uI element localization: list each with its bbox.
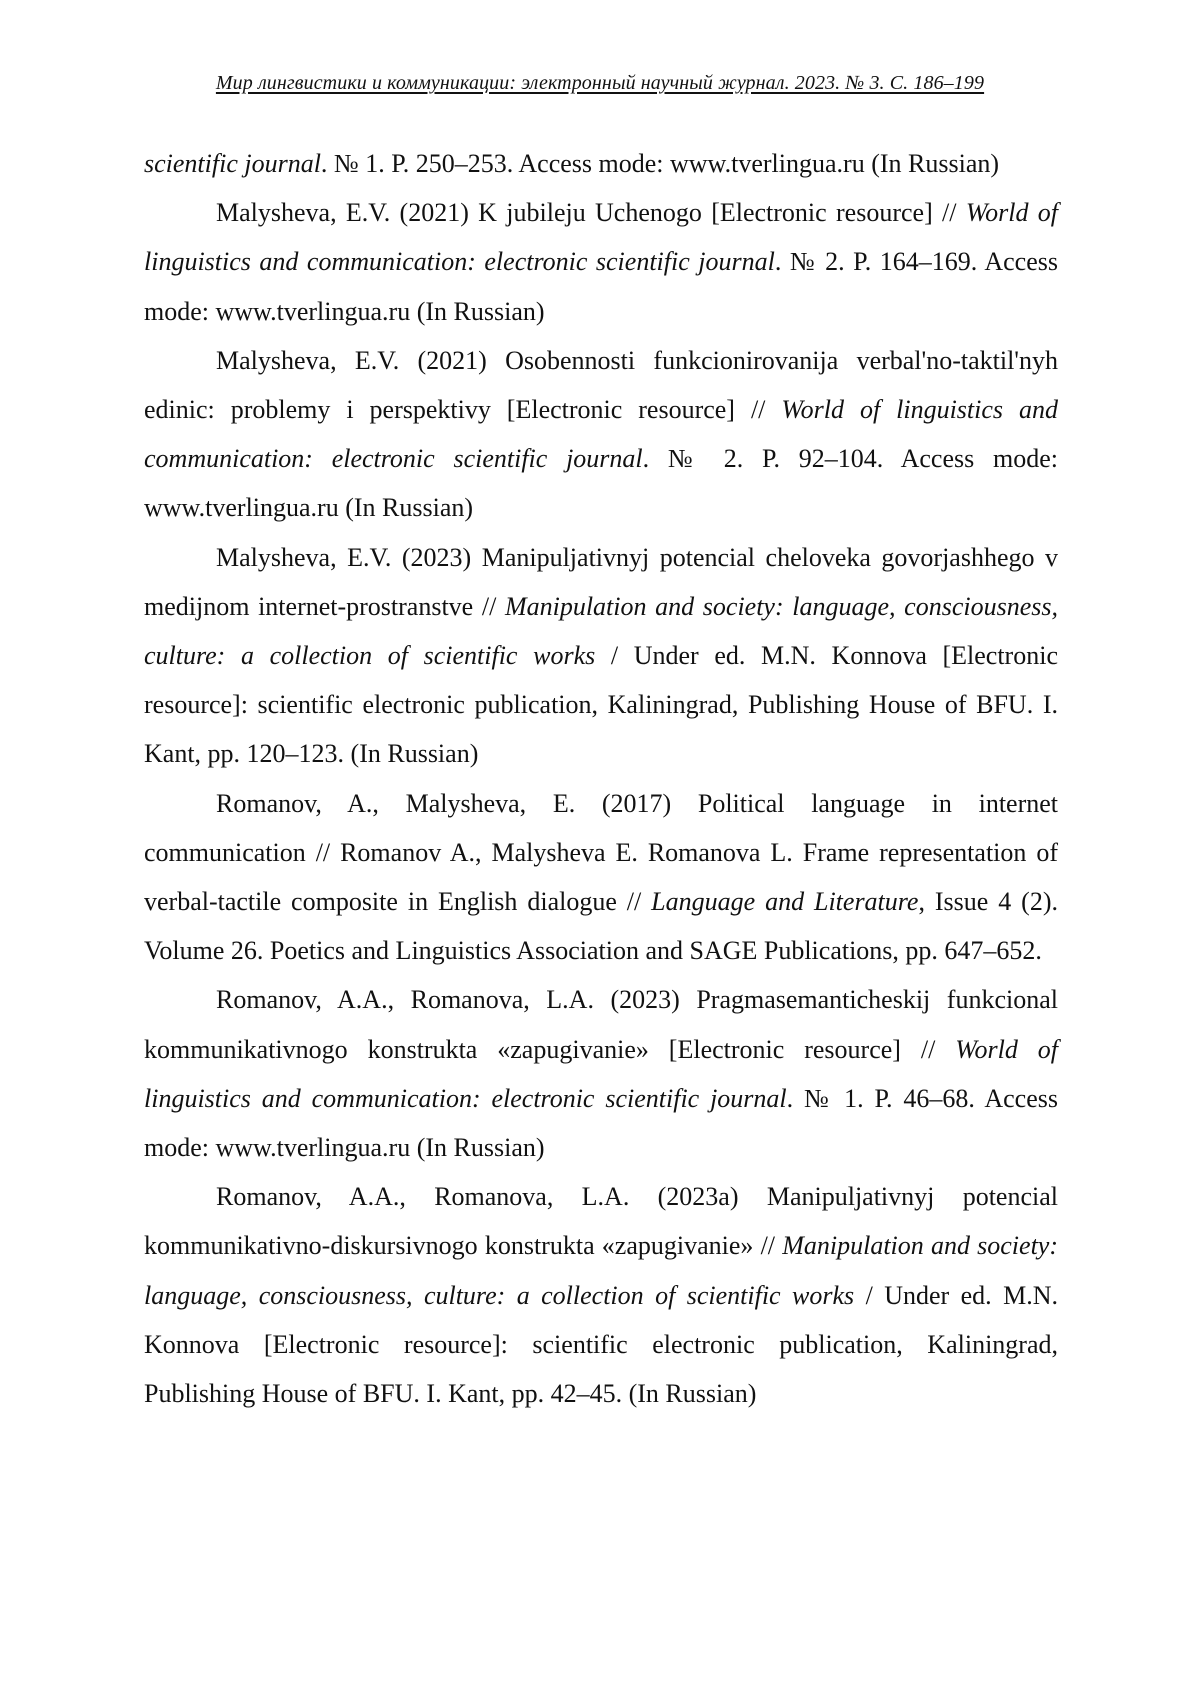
reference-source-title: scientific journal	[144, 149, 321, 178]
reference-source-title: World of linguistics and communication: electronic scientific journal	[144, 198, 1059, 277]
reference-source-title: World of linguistics and communication: electronic scientific journal	[144, 1034, 1058, 1113]
reference-entry	[144, 779, 1058, 976]
reference-source-title: World of linguistics and communication: electronic scientific journal	[144, 395, 1058, 474]
reference-source-title: Language and Literature	[651, 887, 919, 917]
reference-text: Malysheva, E.V. (2021) K jubileju Uchenogo [Electronic resource] //	[216, 198, 966, 228]
reference-source-title: Manipulation and society: language, consciousness, culture: a collection of scientific works	[144, 1231, 1058, 1310]
reference-text: Romanov, A.A., Romanova, L.A. (2023a) Manipuljativnyj potencial kommunikativno-diskursivnogo konstrukta «zapugivanie» //	[144, 1182, 1058, 1261]
running-header: Мир лингвистики и коммуникации: электронный научный журнал. 2023. № 3. С. 186–199	[215, 72, 985, 94]
reference-entry	[144, 336, 1058, 533]
reference-text: Romanov, A.A., Romanova, L.A. (2023) Pragmasemanticheskij funkcional kommunikativnogo konstrukta «zapugivanie» [Electronic resource] //	[144, 985, 1058, 1064]
reference-entry	[144, 975, 1058, 1172]
reference-source-title: Manipulation and society: language, consciousness, culture: a collection of scientific works	[144, 591, 1058, 671]
reference-text: Romanov, A., Malysheva, E. (2017) Political language in internet communication // Romanov A., Malysheva E. Romanova L. Frame representation of verbal-tactile composite in English dialogue //	[144, 788, 1058, 917]
reference-text: Malysheva, E.V. (2021) Osobennosti funkcionirovanija verbal'no-taktil'nyh edinic: problemy i perspektivy [Electronic resource] //	[144, 345, 1058, 425]
reference-text: . № 1. P. 46–68. Access mode: www.tverlingua.ru (In Russian)	[144, 1083, 1058, 1163]
reference-text: . № 1. P. 250–253. Access mode: www.tverlingua.ru (In Russian)	[320, 149, 1000, 178]
reference-entry	[144, 533, 1058, 779]
reference-entry	[144, 139, 1058, 188]
reference-entry	[144, 188, 1058, 336]
reference-text: Malysheva, E.V. (2023) Manipuljativnyj potencial cheloveka govorjashhego v medijnom internet-prostranstve //	[144, 542, 1058, 621]
reference-text: . № 2. P. 164–169. Access mode: www.tverlingua.ru (In Russian)	[144, 247, 1058, 326]
reference-text: , Issue 4 (2). Volume 26. Poetics and Linguistics Association and SAGE Publications, pp. 647–652.	[144, 887, 1058, 966]
reference-text: . № 2. P. 92–104. Access mode: www.tverlingua.ru (In Russian)	[144, 444, 1058, 523]
reference-text: / Under ed. M.N. Konnova [Electronic resource]: scientific electronic publication, Kaliningrad, Publishing House of BFU. I. Kant, pp. 120–123. (In Russian)	[144, 641, 1058, 769]
reference-text: / Under ed. M.N. Konnova [Electronic resource]: scientific electronic publication, Kaliningrad, Publishing House of BFU. I. Kant, pp. 42–45. (In Russian)	[144, 1280, 1058, 1409]
references-list	[144, 139, 1058, 1418]
reference-entry	[144, 1172, 1058, 1418]
